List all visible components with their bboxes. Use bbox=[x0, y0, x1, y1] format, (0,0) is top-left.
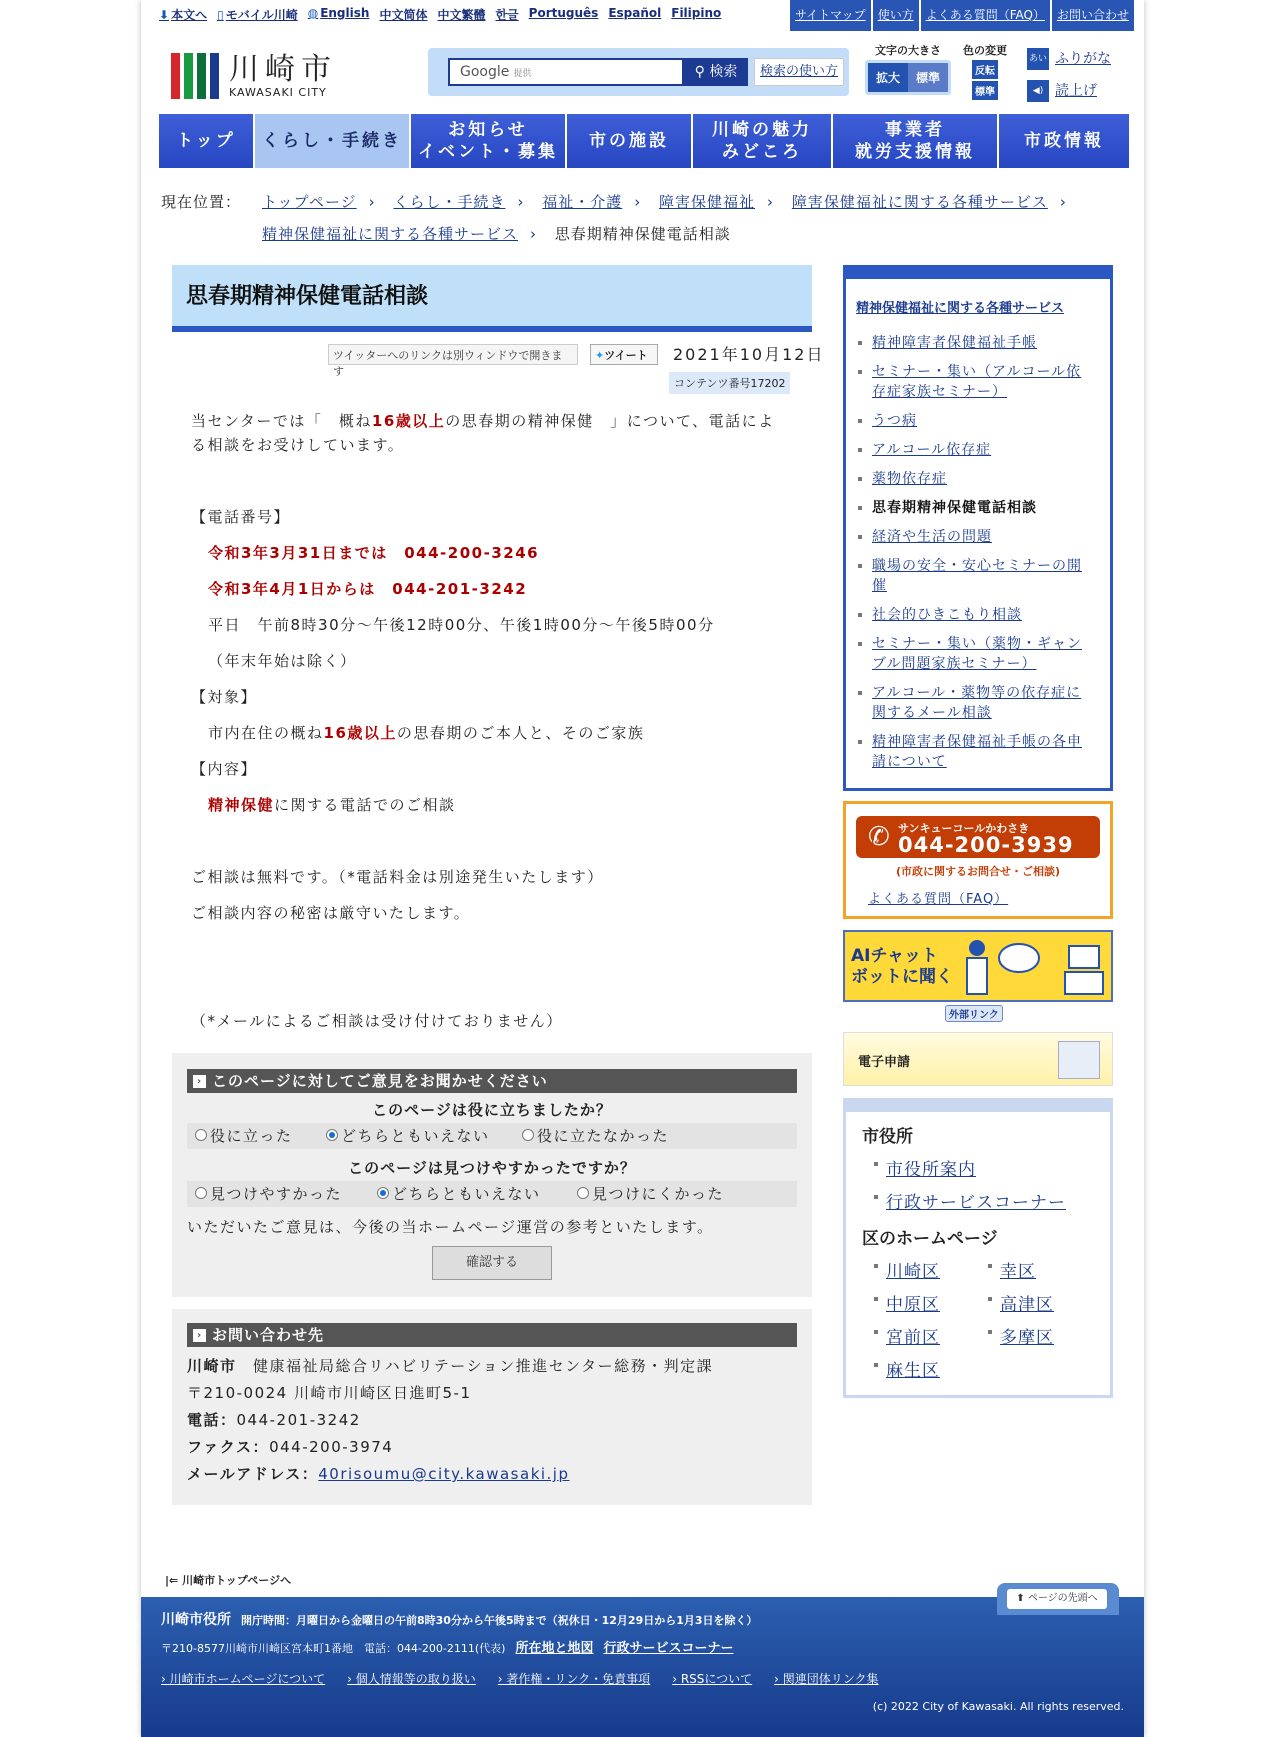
page-top-button[interactable]: ⬆ ページの先頭へ bbox=[1007, 1589, 1107, 1609]
contact-org: 川崎市 健康福祉局総合リハビリテーション推進センター総務・判定課 bbox=[187, 1357, 714, 1375]
copyright: (c) 2022 City of Kawasaki. All rights reserved. bbox=[872, 1700, 1124, 1713]
thankyou-call-banner[interactable]: ✆ サンキューコールかわさき 044-200-3939 bbox=[856, 816, 1100, 858]
q2-option-hard[interactable]: 見つけにくかった bbox=[577, 1181, 724, 1207]
breadcrumb-welfare[interactable]: 福祉・介護 bbox=[542, 193, 623, 211]
holiday-text: （年末年始は除く） bbox=[208, 652, 357, 670]
globe-icon: ◍ bbox=[307, 6, 319, 20]
spanish-link[interactable]: Español bbox=[608, 6, 662, 20]
speaker-icon: ◀) bbox=[1027, 80, 1049, 102]
skip-to-content-link[interactable]: ⬇ 本文へ bbox=[159, 8, 208, 22]
target-heading: 【対象】 bbox=[191, 688, 258, 706]
gnav-attractions[interactable]: 川崎の魅力 みどころ bbox=[693, 114, 831, 168]
read-aloud-link[interactable]: ◀) 読上げ bbox=[1027, 80, 1097, 102]
sidebar-item[interactable]: 薬物依存症 bbox=[856, 469, 1096, 489]
page: ⬇ 本文へ ▯ モバイル川崎 ◍ English 中文简体 中文繁體 한글 Português Español Filipino サイトマップ 使い方 よくある質問（FAQ） お問い合わせ 川崎市 KAWASAKI CITY Google 提供 ⚲ 検索 検索の使い方 文字の大きさ 拡大 標準 色の変更 反転 標準 あい ふりがな ◀) 読上げ トップ くらし・手続き お知らせ イベント・募集 市の施設 川崎の魅力 みどころ 事業者 就労支援情報 市政情報 現在位置： トップページ › くらし・手続き › 福祉・介護 › 障害保健福祉 › 障害保健福祉に関する各種サービス › 精神保健福祉に関する各種サービス › 思春期精神保健電話相談 思春期精神保健電話相談 ツイッターへのリンクは別ウィンドウで開きます ✦ツイート 2021年10月12日 コンテンツ番号17202 当センターでは「 概ね16歳以上の思春期の精神保健 」について、電話によ る相談をお受けしています。 【電話番号】 令和3年3月31日までは 044-200-3246 令和3年4月1日からは 044-201-3242 平日 午前8時30分～午後12時00分、午後1時00分～午後5時00分 （年末年始は除く） 【対象】 市内在住の概ね16歳以上の思春期のご本人と、そのご家族 【内容】 精神保健に関する電話でのご相談 ご相談は無料です。（*電話料金は別途発生いたします） ご相談内容の秘密は厳守いたします。 （*メールによるご相談は受け付けておりません） › このページに対してご意見をお聞かせください このページは役に立ちましたか？ 役に立った どちらともいえない 役に立たなかった このページは見つけやすかったですか？ 見つけやすかった どちらともいえない 見つけにくかった いただいたご意見は、今後の当ホームページ運営の参考といたします。 確認する › お問い合わせ先 川崎市 健康福祉局総合リハビリテーション推進センター総務・判定課 〒210-0024 川崎市川崎区日進町5-1 電話：044-201-3242 ファクス：044-200-3974 メールアドレス：40risoumu@city.kawasaki.jp 精神保健福祉に関する各種サービス 精神障害者保健福祉手帳 セミナー・集い（アルコール依存症家族セミナー） うつ病 アルコール依存症 薬物依存症 思春期精神保健電話相談 経済や生活の問題 職場の安全・安心セミナーの開催 社会的ひきこもり相談 セミナー・集い（薬物・ギャンブル問題家族セミナー） アルコール・薬物等の依存症に関するメール相談 精神障害者保健福祉手帳の各申請について ✆ サンキューコールかわさき 044-200-3939 (市政に関するお問合せ・ご相談) よくある質問（FAQ） AIチャット ボットに聞く 外部リンク 電子申請 市役所 市役所案内 行政サービスコーナー 区のホームページ 川崎区 幸区 中原区 高津区 宮前区 多摩区 麻生区 |⇐ 川崎市トップページへ ⬆ ページの先頭へ 川崎市役所 開庁時間：月曜日から金曜日の午前8時30分から午後5時まで（祝休日・12月29日から1月3日を除く） 〒210-8577川崎市川崎区宮本町1番地 電話：044-200-2111(代表) 所在地と地図 行政サービスコーナー › 川崎市ホームページについて › 個人情報等の取り扱い › 著作権・リンク・免責事項 › RSSについて › 関連団体リンク集 (c) 2022 City of Kawasaki. All rights reserved. bbox=[141, 0, 1144, 1737]
furigana-link[interactable]: あい ふりがな bbox=[1027, 48, 1111, 70]
q1-option-neutral[interactable]: どちらともいえない bbox=[326, 1123, 490, 1149]
gnav-business[interactable]: 事業者 就労支援情報 bbox=[833, 114, 997, 168]
back-arrow-icon: |⇐ bbox=[165, 1574, 179, 1587]
footer-links bbox=[161, 1670, 879, 1687]
gnav-top[interactable]: トップ bbox=[159, 114, 253, 168]
sidebar-item-current: 思春期精神保健電話相談 bbox=[856, 498, 1096, 518]
sidebar-item[interactable]: セミナー・集い（アルコール依存症家族セミナー） bbox=[856, 362, 1096, 402]
phone-icon: ✆ bbox=[868, 822, 890, 852]
e-application-banner[interactable]: 電子申請 bbox=[843, 1032, 1113, 1086]
bird-icon: ✦ bbox=[595, 349, 605, 362]
ward-link-saiwai[interactable]: 幸区 bbox=[1000, 1257, 1036, 1282]
ward-heading: 区のホームページ bbox=[862, 1229, 998, 1249]
footer-link[interactable]: › 関連団体リンク集 bbox=[774, 1672, 879, 1686]
sitemap-link[interactable]: サイトマップ bbox=[790, 0, 871, 31]
service-corner-link[interactable]: 行政サービスコーナー bbox=[886, 1188, 1066, 1213]
korean-link[interactable]: 한글 bbox=[495, 8, 519, 22]
sidebar-item[interactable]: セミナー・集い（薬物・ギャンブル問題家族セミナー） bbox=[856, 634, 1096, 674]
map-link[interactable]: 所在地と地図 bbox=[515, 1641, 594, 1656]
chinese-simplified-link[interactable]: 中文简体 bbox=[379, 8, 428, 22]
sidebar-item[interactable]: 精神障害者保健福祉手帳の各申請について bbox=[856, 732, 1096, 772]
city-hall-guide-link[interactable]: 市役所案内 bbox=[886, 1155, 976, 1180]
thankyou-call-sub: (市政に関するお問合せ・ご相談) bbox=[895, 865, 1061, 878]
sidebar-item[interactable]: アルコール依存症 bbox=[856, 440, 1096, 460]
filipino-link[interactable]: Filipino bbox=[671, 6, 722, 20]
feedback-q1: このページは役に立ちましたか？ bbox=[372, 1101, 612, 1119]
mail-note: （*メールによるご相談は受け付けておりません） bbox=[191, 1012, 563, 1030]
page-title: 思春期精神保健電話相談 bbox=[186, 284, 429, 309]
search-input[interactable]: Google 提供 bbox=[448, 58, 684, 86]
feedback-heading: › このページに対してご意見をお聞かせください bbox=[187, 1069, 797, 1093]
feedback-q2-options bbox=[187, 1181, 797, 1207]
search-icon: ⚲ bbox=[694, 64, 705, 80]
enlarge-button[interactable]: 拡大 bbox=[868, 63, 908, 92]
breadcrumb-current: 思春期精神保健電話相談 bbox=[554, 225, 731, 243]
phone-old: 令和3年3月31日までは 044-200-3246 bbox=[208, 544, 540, 562]
standard-size-button[interactable]: 標準 bbox=[908, 63, 948, 92]
secret-text: ご相談内容の秘密は厳守いたします。 bbox=[191, 904, 471, 922]
thankyou-call-box bbox=[843, 801, 1113, 919]
feedback-box bbox=[172, 1053, 812, 1297]
ward-link-nakahara[interactable]: 中原区 bbox=[886, 1290, 940, 1315]
content-heading: 【内容】 bbox=[191, 760, 258, 778]
search-button[interactable]: ⚲ 検索 bbox=[684, 58, 748, 86]
invert-color-button[interactable]: 反転 bbox=[972, 60, 998, 79]
feedback-note: いただいたご意見は、今後の当ホームページ運営の参考といたします。 bbox=[187, 1218, 714, 1236]
robot-chat-icon bbox=[953, 936, 1109, 998]
city-logo[interactable] bbox=[171, 52, 337, 100]
feedback-q2: このページは見つけやすかったですか？ bbox=[348, 1159, 636, 1177]
q2-option-neutral[interactable]: どちらともいえない bbox=[377, 1181, 541, 1207]
search-help-link[interactable]: 検索の使い方 bbox=[754, 58, 844, 86]
external-link-badge: 外部リンク bbox=[945, 1005, 1003, 1022]
breadcrumb-mental-services[interactable]: 精神保健福祉に関する各種サービス bbox=[262, 225, 519, 243]
font-size-tool: 文字の大きさ 拡大 標準 bbox=[865, 42, 951, 95]
standard-color-button[interactable]: 標準 bbox=[972, 81, 998, 100]
gnav-living[interactable]: くらし・手続き bbox=[255, 114, 409, 168]
sidebar-item[interactable]: アルコール・薬物等の依存症に関するメール相談 bbox=[856, 683, 1096, 723]
ward-link-kawasaki[interactable]: 川崎区 bbox=[886, 1257, 940, 1282]
phone-new: 令和3年4月1日からは 044-201-3242 bbox=[208, 580, 528, 598]
computer-icon bbox=[1058, 1041, 1100, 1079]
ward-link-tama[interactable]: 多摩区 bbox=[1000, 1323, 1054, 1348]
language-links bbox=[159, 6, 721, 23]
portuguese-link[interactable]: Português bbox=[528, 6, 599, 20]
down-arrow-icon: ⬇ bbox=[159, 8, 170, 22]
breadcrumb-label: 現在位置： bbox=[161, 193, 242, 211]
global-nav bbox=[159, 114, 1129, 168]
content-text: 精神保健に関する電話でのご相談 bbox=[208, 796, 456, 814]
city-hall-box bbox=[843, 1098, 1113, 1398]
free-text: ご相談は無料です。（*電話料金は別途発生いたします） bbox=[191, 868, 604, 886]
english-link[interactable]: ◍ English bbox=[307, 6, 370, 20]
feedback-q1-options bbox=[187, 1123, 797, 1149]
arrow-icon: › bbox=[193, 1075, 206, 1088]
contact-fax: ファクス：044-200-3974 bbox=[187, 1438, 394, 1456]
q1-option-useful[interactable]: 役に立った bbox=[195, 1123, 293, 1149]
q2-option-easy[interactable]: 見つけやすかった bbox=[195, 1181, 342, 1207]
target-text: 市内在住の概ね16歳以上の思春期のご本人と、そのご家族 bbox=[208, 724, 645, 742]
faq-sidebar-link[interactable]: よくある質問（FAQ） bbox=[868, 892, 1009, 907]
gnav-facilities[interactable]: 市の施設 bbox=[567, 114, 691, 168]
contact-address: 〒210-0024 川崎市川崎区日進町5-1 bbox=[187, 1384, 472, 1402]
phone-heading: 【電話番号】 bbox=[191, 508, 291, 526]
city-hall-heading: 市役所 bbox=[862, 1127, 913, 1147]
search-area bbox=[428, 48, 849, 96]
breadcrumb-disability-services[interactable]: 障害保健福祉に関する各種サービス bbox=[791, 193, 1048, 211]
hours-text: 平日 午前8時30分～午後12時00分、午後1時00分～午後5時00分 bbox=[208, 616, 715, 634]
page-title-box bbox=[172, 265, 812, 332]
ward-link-miyamae[interactable]: 宮前区 bbox=[886, 1323, 940, 1348]
gnav-news[interactable]: お知らせ イベント・募集 bbox=[411, 114, 565, 168]
footer-link[interactable]: › 川崎市ホームページについて bbox=[161, 1672, 326, 1686]
footer bbox=[141, 1593, 1144, 1737]
footer-link[interactable]: › 著作権・リンク・免責事項 bbox=[497, 1672, 651, 1686]
sidebar-heading[interactable]: 精神保健福祉に関する各種サービス bbox=[856, 301, 1065, 316]
q1-option-not-useful[interactable]: 役に立たなかった bbox=[522, 1123, 669, 1149]
confirm-button[interactable]: 確認する bbox=[432, 1246, 552, 1280]
service-corner-footer-link[interactable]: 行政サービスコーナー bbox=[603, 1641, 734, 1656]
city-top-link[interactable]: |⇐ 川崎市トップページへ bbox=[165, 1574, 292, 1587]
chinese-traditional-link[interactable]: 中文繁體 bbox=[437, 8, 486, 22]
arrow-icon: › bbox=[193, 1329, 206, 1342]
color-change-tool: 色の変更 反転 標準 bbox=[963, 44, 1007, 98]
publish-date: 2021年10月12日 bbox=[673, 345, 825, 364]
contact-link[interactable]: お問い合わせ bbox=[1052, 0, 1134, 31]
breadcrumb-living[interactable]: くらし・手続き bbox=[393, 193, 506, 211]
content-number: コンテンツ番号17202 bbox=[669, 372, 790, 394]
page-top-tab bbox=[997, 1583, 1119, 1615]
intro-text: 当センターでは「 概ね16歳以上の思春期の精神保健 」について、電話によ る相談をお受けしています。 bbox=[191, 412, 775, 454]
ward-link-asao[interactable]: 麻生区 bbox=[886, 1356, 940, 1381]
furigana-icon: あい bbox=[1027, 48, 1049, 70]
ward-link-takatsu[interactable]: 高津区 bbox=[1000, 1290, 1054, 1315]
sidebar-item[interactable]: 経済や生活の問題 bbox=[856, 527, 1096, 547]
contact-tel: 電話：044-201-3242 bbox=[187, 1411, 361, 1429]
sidebar-item[interactable]: 職場の安全・安心セミナーの開催 bbox=[856, 556, 1096, 596]
up-arrow-icon: ⬆ bbox=[1016, 1593, 1025, 1604]
contact-mail: メールアドレス：40risoumu@city.kawasaki.jp bbox=[187, 1465, 570, 1483]
sidebar-item[interactable]: 社会的ひきこもり相談 bbox=[856, 605, 1096, 625]
sidebar-item[interactable]: うつ病 bbox=[856, 411, 1096, 431]
tweet-button[interactable]: ✦ツイート bbox=[590, 344, 658, 365]
utility-nav bbox=[790, 0, 1134, 31]
ai-chatbot-banner[interactable]: AIチャット ボットに聞く bbox=[843, 930, 1113, 1002]
contact-heading: › お問い合わせ先 bbox=[187, 1323, 797, 1347]
mobile-link[interactable]: ▯ モバイル川崎 bbox=[217, 8, 298, 22]
breadcrumb-disability[interactable]: 障害保健福祉 bbox=[659, 193, 756, 211]
howto-link[interactable]: 使い方 bbox=[873, 0, 919, 31]
sidebar-item[interactable]: 精神障害者保健福祉手帳 bbox=[856, 333, 1096, 353]
logo-english: KAWASAKI CITY bbox=[229, 85, 327, 99]
footer-address: 〒210-8577川崎市川崎区宮本町1番地 電話：044-200-2111(代表) 所在地と地図 行政サービスコーナー bbox=[161, 1641, 734, 1656]
twitter-note: ツイッターへのリンクは別ウィンドウで開きます bbox=[328, 344, 578, 365]
footer-link[interactable]: › 個人情報等の取り扱い bbox=[347, 1672, 476, 1686]
footer-link[interactable]: › RSSについて bbox=[672, 1672, 753, 1686]
contact-box bbox=[172, 1309, 812, 1505]
faq-link[interactable]: よくある質問（FAQ） bbox=[921, 0, 1050, 31]
breadcrumb-top[interactable]: トップページ bbox=[262, 193, 357, 211]
mobile-icon: ▯ bbox=[217, 8, 224, 22]
sidebar-menu bbox=[843, 265, 1113, 791]
logo-text: 川崎市 bbox=[229, 51, 337, 87]
mail-link[interactable]: 40risoumu@city.kawasaki.jp bbox=[318, 1465, 570, 1483]
gnav-city-info[interactable]: 市政情報 bbox=[999, 114, 1129, 168]
logo-mark bbox=[171, 53, 219, 99]
footer-org: 川崎市役所 開庁時間：月曜日から金曜日の午前8時30分から午後5時まで（祝休日・12月29日から1月3日を除く） bbox=[161, 1612, 758, 1628]
